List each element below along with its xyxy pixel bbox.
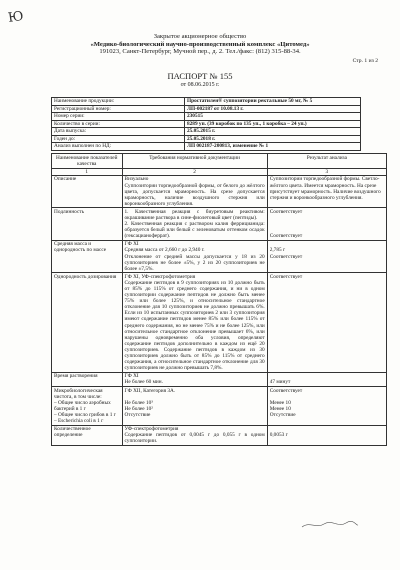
info-key: Регистрационный номер: xyxy=(52,105,185,113)
passport-date: от 08.06.2015 г. xyxy=(180,82,220,88)
parameter-cell: Количественное определение xyxy=(52,425,123,445)
table-row xyxy=(52,372,387,386)
info-key: Количество в серии: xyxy=(52,120,185,128)
table-header-row xyxy=(52,154,387,169)
table-row xyxy=(52,387,387,426)
info-key: Номер серии: xyxy=(52,113,185,121)
parameter-cell: Микробиологическая чистота, в том числе: – Общее число аэробных бактерий в 1 г – Общее число грибов в 1 г – Escherichia coli в 1 г xyxy=(52,387,123,426)
requirement-cell: ГФ XI Не более 60 мин. xyxy=(122,372,267,386)
passport-title: ПАСПОРТ № 155 xyxy=(167,71,233,81)
parameter-cell: Однородность дозирования xyxy=(52,273,123,373)
info-row xyxy=(52,135,361,143)
info-row xyxy=(52,128,361,136)
table-row xyxy=(52,175,387,207)
info-row xyxy=(52,105,361,113)
table-row xyxy=(52,273,387,373)
table-row xyxy=(52,208,387,240)
column-index: 1 xyxy=(52,168,123,175)
company-header xyxy=(0,33,400,56)
result-cell: 0,0053 г xyxy=(267,425,386,445)
table-row xyxy=(52,240,387,272)
parameter-cell: Описание xyxy=(52,175,123,207)
result-cell: Соответствует Соответствует xyxy=(267,208,386,240)
company-name: «Медико-биологический научно-производственный комплекс «Цитомед» xyxy=(90,40,310,48)
company-type: Закрытое акционерное общество xyxy=(153,33,247,40)
requirement-cell: 1. Качественная реакция с биуретовым реактивом: окрашивание раствора в сине-фиолетовый цвет (пептиды). 2. Качественная реакция с раствором калия феррицианида: образуется белый или белый с зеленоватым оттенком осадок (гексацианоферрат). xyxy=(122,208,267,240)
column-index-row xyxy=(52,168,387,175)
info-value: 25.05.2018 г. xyxy=(185,135,361,143)
parameter-cell: Время растворения xyxy=(52,372,123,386)
requirement-cell: УФ-спектрофотометрия Содержание пептидов от 0,0045 г до 0,055 г в одном суппозитории. xyxy=(122,425,267,445)
table-row xyxy=(52,425,387,445)
info-row xyxy=(52,113,361,121)
parameter-cell: Подлинность xyxy=(52,208,123,240)
column-header-requirements: Требования нормативной документации xyxy=(122,154,267,169)
result-cell: 47 минут xyxy=(267,372,386,386)
info-value: 230515 xyxy=(185,113,361,121)
info-key: Дата выпуска: xyxy=(52,128,185,136)
requirement-cell: ГФ XI Средняя масса от 2,660 г до 2,940 г. Отклонение от средней массы допускается у 18 из 20 суппозиториев не более ±5%, у 2 из 20 суппозиториев не более ±7,5%. xyxy=(122,240,267,272)
info-row xyxy=(52,143,361,151)
column-header-result: Результат анализа xyxy=(267,154,386,169)
parameter-cell: Средняя масса и однородность по массе xyxy=(52,240,123,272)
passport-title-block xyxy=(0,72,400,90)
company-address: 191023, Санкт-Петербург, Мучной пер., д. 2. Тел./факс: (812) 315-88-34. xyxy=(99,48,301,56)
info-row xyxy=(52,98,361,106)
quality-table xyxy=(51,153,387,446)
column-index: 3 xyxy=(267,168,386,175)
result-cell: 2,785 г Соответствует xyxy=(267,240,386,272)
result-cell: Соответствует Менее 10 Менее 10 Отсутствие xyxy=(267,387,386,426)
info-value: Простатилен® суппозитории ректальные 50 мг, № 5 xyxy=(185,98,361,106)
info-value: 8289 уп. (39 коробок по 135 уп., 1 коробка – 24 уп.) xyxy=(185,120,361,128)
info-key: Годен до: xyxy=(52,135,185,143)
result-cell: Соответствует xyxy=(267,273,386,373)
column-index: 2 xyxy=(122,168,267,175)
info-value: ЛП 002187-200813, изменение № 1 xyxy=(185,143,361,151)
signature-mark xyxy=(300,520,360,530)
product-info-table xyxy=(51,97,361,151)
info-value: ЛП-002187 от 10.08.13 г. xyxy=(185,105,361,113)
info-row xyxy=(52,120,361,128)
page-number: Стр. 1 из 2 xyxy=(352,58,378,64)
column-header-parameter: Наименование показателей качества xyxy=(52,154,123,169)
requirement-cell: ГФ XII, Категория 3А. Не более 10³ Не более 10² Отсутствие xyxy=(122,387,267,426)
info-value: 25.05.2015 г. xyxy=(185,128,361,136)
requirement-cell: ГФ XI, УФ-спектрофотометрия Содержание пептидов в 9 суппозиториях из 10 должно быть от 85% до 115% от среднего содержания, и ни в одном суппозитории содержание пептидов не должно быть менее 75% или более 125%, и относительное стандартное отклонение для 10 суппозиториев не должно превышать 6%. Если из 10 испытанных суппозиториев 2 или 3 суппозитория имеют содержание пептидов менее 85% или более 115% от среднего содержания, но не менее 75% и не более 125%, или относительное стандартное отклонение превышает 6%, или нарушены одновременно оба условия, определяют содержание пептидов дополнительно в каждом из ещё 20 суппозиториев. Содержание пептидов в каждом из 30 суппозиториев должно быть от 85% до 115% от среднего содержания, а относительное стандартное отклонение для 30 суппозиториев не должно превышать 7,8%. xyxy=(122,273,267,373)
corner-mark: Ю xyxy=(7,8,25,27)
result-cell: Суппозитории торпедообразной формы. Светло-жёлтого цвета. Имеется мраморность. На срезе присутствует мраморность. Наличие воздушного стержня и воронкообразного углубления. xyxy=(267,175,386,207)
info-key: Наименование продукции: xyxy=(52,98,185,106)
requirement-cell: Визуально Суппозитории торпедообразной формы, от белого до жёлтого цвета, допускается мраморность. На срезе допускается мраморность, наличие воздушного стержня или воронкообразного углубления. xyxy=(122,175,267,207)
info-key: Анализ выполнен по НД: xyxy=(52,143,185,151)
